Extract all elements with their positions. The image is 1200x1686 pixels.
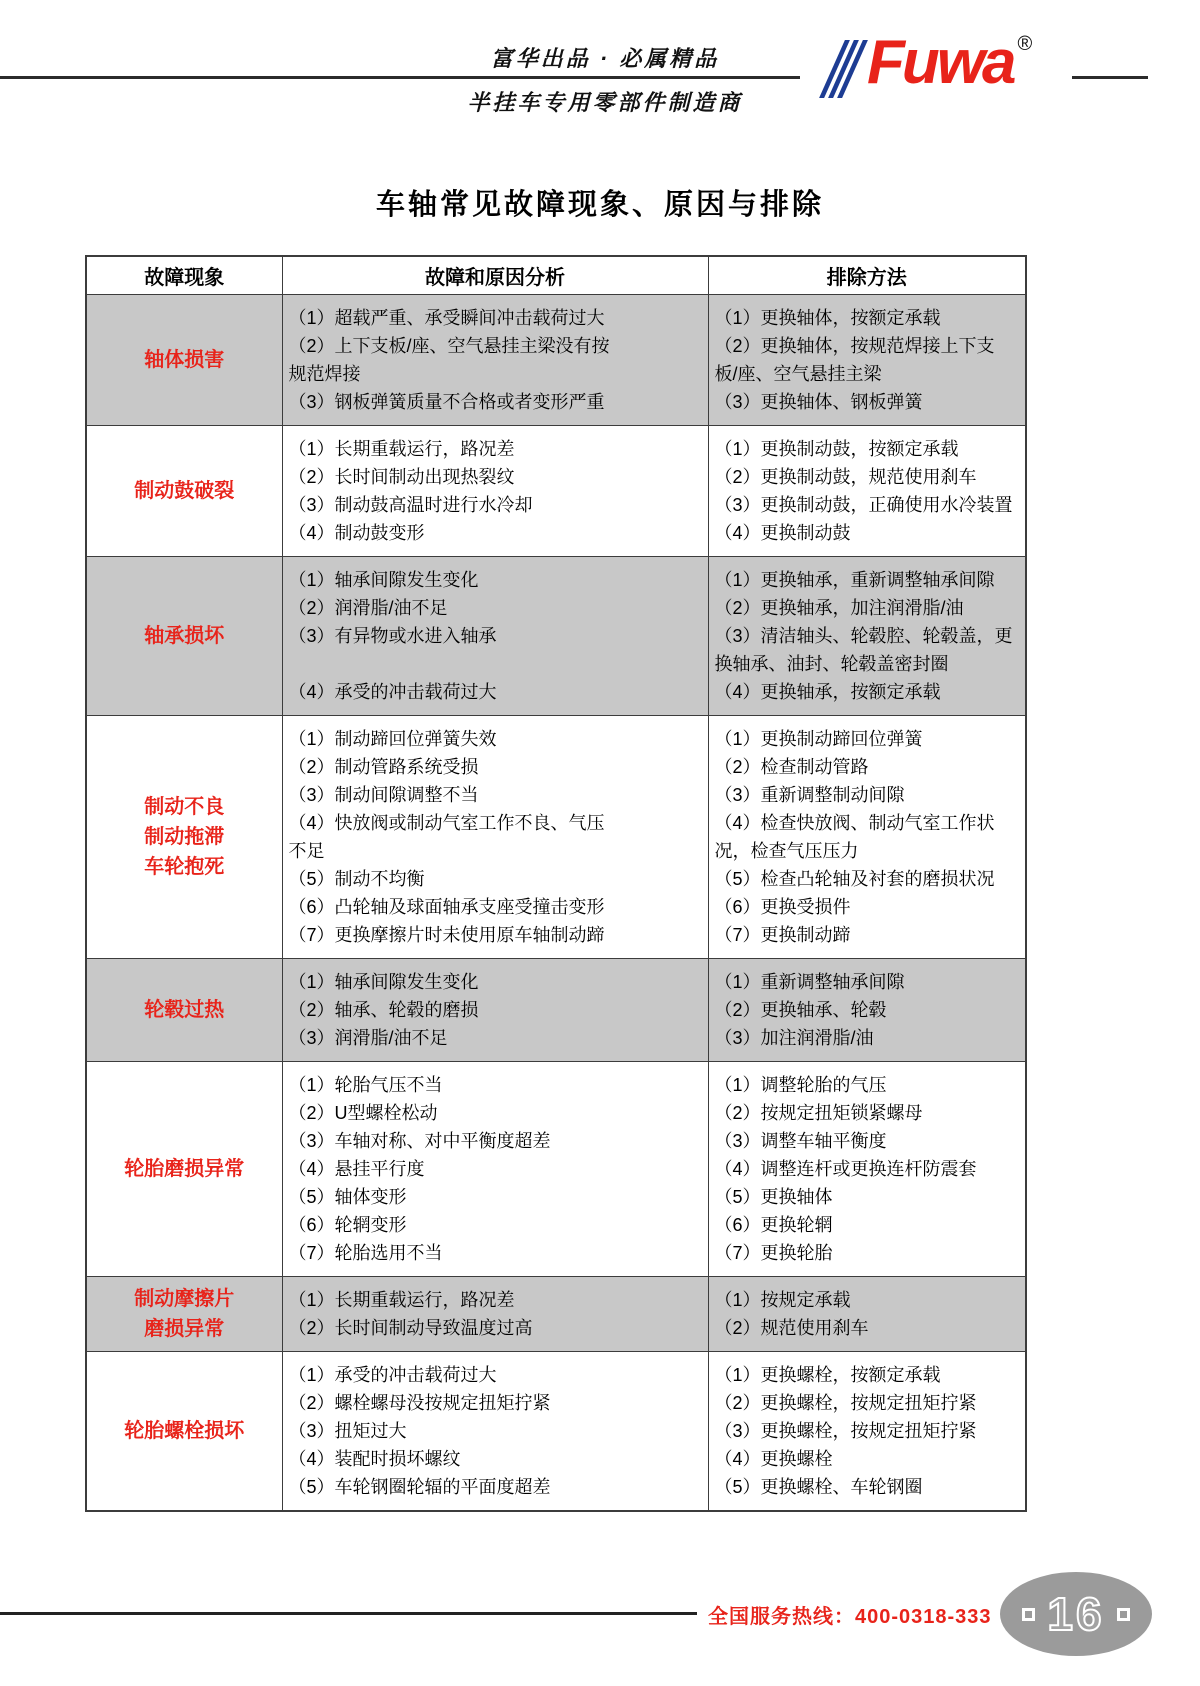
- text-line: （1）长期重载运行，路况差: [288, 438, 515, 459]
- text-line: （2）轴承、轮毂的磨损: [288, 999, 479, 1020]
- badge-dash-icon: [1022, 1608, 1035, 1621]
- text-line: （1）更换轴承，重新调整轴承间隙: [714, 569, 995, 590]
- text-line: （3）调整车轴平衡度: [714, 1130, 887, 1151]
- text-line: （1）按规定承载: [714, 1289, 851, 1310]
- text-line: （3）更换制动鼓，正确使用水冷装置: [714, 494, 1013, 515]
- text-line: （2）更换轴承，加注润滑脂/油: [714, 597, 964, 618]
- text-line: （4）检查快放阀、制动气室工作状: [714, 812, 995, 833]
- text-line: （2）制动管路系统受损: [288, 756, 479, 777]
- badge-dash-icon: [1117, 1608, 1130, 1621]
- text-line: 制动鼓破裂: [134, 479, 235, 502]
- text-line: （1）重新调整轴承间隙: [714, 971, 905, 992]
- text-line: （2）按规定扭矩锁紧螺母: [714, 1102, 923, 1123]
- text-line: （3）重新调整制动间隙: [714, 784, 905, 805]
- text-line: （1）制动蹄回位弹簧失效: [288, 728, 497, 749]
- text-line: 轴体损害: [144, 348, 225, 371]
- causes-cell: [282, 715, 708, 958]
- text-line: （2）长时间制动出现热裂纹: [288, 466, 515, 487]
- text-line: （1）承受的冲击载荷过大: [288, 1364, 497, 1385]
- text-line: （5）车轮钢圈轮辐的平面度超差: [288, 1476, 551, 1497]
- causes-cell: [282, 294, 708, 425]
- column-header-remedy: 排除方法: [708, 256, 1026, 294]
- text-line: （7）更换摩擦片时未使用原车轴制动蹄: [288, 924, 605, 945]
- text-line: （1）轴承间隙发生变化: [288, 971, 479, 992]
- text-line: （5）轴体变形: [288, 1186, 407, 1207]
- text-line: （1）轮胎气压不当: [288, 1074, 443, 1095]
- table-row: [86, 425, 1026, 556]
- text-line: （5）更换轴体: [714, 1186, 833, 1207]
- text-line: （3）钢板弹簧质量不合格或者变形严重: [288, 391, 605, 412]
- phenomenon-cell: [86, 1276, 282, 1351]
- page-title: 车轴常见故障现象、原因与排除: [375, 189, 824, 221]
- table-row: [86, 556, 1026, 715]
- remedies-cell: [708, 715, 1026, 958]
- text-line: （4）装配时损坏螺纹: [288, 1448, 461, 1469]
- table-row: [86, 1061, 1026, 1276]
- text-line: （2）更换轴承、轮毂: [714, 999, 887, 1020]
- text-line: （3）车轴对称、对中平衡度超差: [288, 1130, 551, 1151]
- causes-cell: [282, 1351, 708, 1511]
- phenomenon-cell: [86, 556, 282, 715]
- text-line: 制动摩擦片: [134, 1287, 235, 1310]
- text-line: 板/座、空气悬挂主梁: [714, 363, 882, 384]
- text-line: （2）检查制动管路: [714, 756, 869, 777]
- text-line: （5）更换螺栓、车轮钢圈: [714, 1476, 923, 1497]
- logo-slashes-icon: [832, 40, 859, 98]
- text-line: （2）规范使用刹车: [714, 1317, 869, 1338]
- text-line: （4）更换轴承，按额定承载: [714, 681, 941, 702]
- text-line: （3）清洁轴头、轮毂腔、轮毂盖，更: [714, 625, 1013, 646]
- text-line: （1）超载严重、承受瞬间冲击载荷过大: [288, 307, 605, 328]
- text-line: （4）快放阀或制动气室工作不良、气压: [288, 812, 605, 833]
- table-row: [86, 715, 1026, 958]
- text-line: （2）长时间制动导致温度过高: [288, 1317, 533, 1338]
- phenomenon-cell: [86, 1351, 282, 1511]
- remedies-cell: [708, 425, 1026, 556]
- text-line: （1）长期重载运行，路况差: [288, 1289, 515, 1310]
- text-line: （3）润滑脂/油不足: [288, 1027, 448, 1048]
- phenomenon-cell: [86, 958, 282, 1061]
- text-line: （3）加注润滑脂/油: [714, 1027, 874, 1048]
- text-line: （6）凸轮轴及球面轴承支座受撞击变形: [288, 896, 605, 917]
- text-line: （1）更换螺栓，按额定承载: [714, 1364, 941, 1385]
- text-line: （1）轴承间隙发生变化: [288, 569, 479, 590]
- text-line: （1）更换制动蹄回位弹簧: [714, 728, 923, 749]
- text-line: （2）润滑脂/油不足: [288, 597, 448, 618]
- table-row: [86, 1351, 1026, 1511]
- service-hotline: 全国服务热线：400-0318-333: [708, 1606, 992, 1628]
- text-line: （1）调整轮胎的气压: [714, 1074, 887, 1095]
- text-line: （1）更换轴体，按额定承载: [714, 307, 941, 328]
- remedies-cell: [708, 958, 1026, 1061]
- text-line: （1）更换制动鼓，按额定承载: [714, 438, 959, 459]
- text-line: 制动拖滞: [144, 825, 225, 848]
- text-line: （4）更换制动鼓: [714, 522, 851, 543]
- text-line: （2）上下支板/座、空气悬挂主梁没有按: [288, 335, 610, 356]
- text-line: （2）U型螺栓松动: [288, 1102, 438, 1123]
- page-number-badge: [1000, 1572, 1152, 1656]
- remedies-cell: [708, 1061, 1026, 1276]
- text-line: （4）制动鼓变形: [288, 522, 425, 543]
- text-line: （4）调整连杆或更换连杆防震套: [714, 1158, 977, 1179]
- causes-cell: [282, 1276, 708, 1351]
- text-line: （2）螺栓螺母没按规定扭矩拧紧: [288, 1392, 551, 1413]
- text-line: （3）有异物或水进入轴承: [288, 625, 497, 646]
- text-line: （5）检查凸轮轴及衬套的磨损状况: [714, 868, 995, 889]
- text-line: 轮胎螺栓损坏: [124, 1419, 245, 1442]
- footer-rule: [0, 1612, 697, 1615]
- text-line: （3）制动间隙调整不当: [288, 784, 479, 805]
- text-line: （5）制动不均衡: [288, 868, 425, 889]
- causes-cell: [282, 958, 708, 1061]
- causes-cell: [282, 1061, 708, 1276]
- text-line: （7）更换制动蹄: [714, 924, 851, 945]
- fuwa-logo: [832, 28, 1033, 114]
- fault-table: [85, 255, 1027, 1512]
- remedies-cell: [708, 556, 1026, 715]
- text-line: 轴承损坏: [144, 624, 225, 647]
- phenomenon-cell: [86, 1061, 282, 1276]
- phenomenon-cell: [86, 425, 282, 556]
- text-line: （2）更换轴体，按规范焊接上下支: [714, 335, 995, 356]
- text-line: （6）更换轮辋: [714, 1214, 833, 1235]
- column-header-cause: 故障和原因分析: [282, 256, 708, 294]
- header-rule-left: [0, 76, 800, 79]
- text-line: 换轴承、油封、轮毂盖密封圈: [714, 653, 949, 674]
- brand-slogan-bottom: 半挂车专用零部件制造商: [467, 90, 743, 115]
- text-line: （4）悬挂平行度: [288, 1158, 425, 1179]
- text-line: （2）更换制动鼓，规范使用刹车: [714, 466, 977, 487]
- text-line: （4）更换螺栓: [714, 1448, 833, 1469]
- table-row: [86, 958, 1026, 1061]
- column-header-phenomenon: 故障现象: [86, 256, 282, 294]
- text-line: 磨损异常: [144, 1317, 225, 1340]
- text-line: （2）更换螺栓，按规定扭矩拧紧: [714, 1392, 977, 1413]
- text-line: [289, 650, 704, 678]
- text-line: （3）扭矩过大: [288, 1420, 407, 1441]
- text-line: 规范焊接: [288, 363, 361, 384]
- table-row: [86, 294, 1026, 425]
- phenomenon-cell: [86, 294, 282, 425]
- text-line: （6）轮辋变形: [288, 1214, 407, 1235]
- page-number: 16: [1047, 1588, 1105, 1640]
- header-rule-right: [1072, 76, 1148, 79]
- remedies-cell: [708, 1276, 1026, 1351]
- remedies-cell: [708, 294, 1026, 425]
- text-line: （3）更换轴体、钢板弹簧: [714, 391, 923, 412]
- table-header-row: [86, 256, 1026, 294]
- logo-wordmark: Fuwa: [867, 28, 1014, 97]
- text-line: 制动不良: [144, 795, 225, 818]
- text-line: （7）更换轮胎: [714, 1242, 833, 1263]
- text-line: 轮胎磨损异常: [124, 1157, 245, 1180]
- text-line: （3）制动鼓高温时进行水冷却: [288, 494, 533, 515]
- text-line: （7）轮胎选用不当: [288, 1242, 443, 1263]
- remedies-cell: [708, 1351, 1026, 1511]
- table-row: [86, 1276, 1026, 1351]
- causes-cell: [282, 556, 708, 715]
- text-line: （3）更换螺栓，按规定扭矩拧紧: [714, 1420, 977, 1441]
- text-line: 车轮抱死: [144, 855, 225, 878]
- text-line: 轮毂过热: [144, 998, 225, 1021]
- text-line: （4）承受的冲击载荷过大: [288, 681, 497, 702]
- causes-cell: [282, 425, 708, 556]
- text-line: （6）更换受损件: [714, 896, 851, 917]
- text-line: 况，检查气压压力: [714, 840, 859, 861]
- brand-slogan-top: 富华出品 · 必属精品: [490, 46, 720, 71]
- text-line: 不足: [288, 840, 325, 861]
- registered-trademark-icon: ®: [1017, 33, 1033, 55]
- phenomenon-cell: [86, 715, 282, 958]
